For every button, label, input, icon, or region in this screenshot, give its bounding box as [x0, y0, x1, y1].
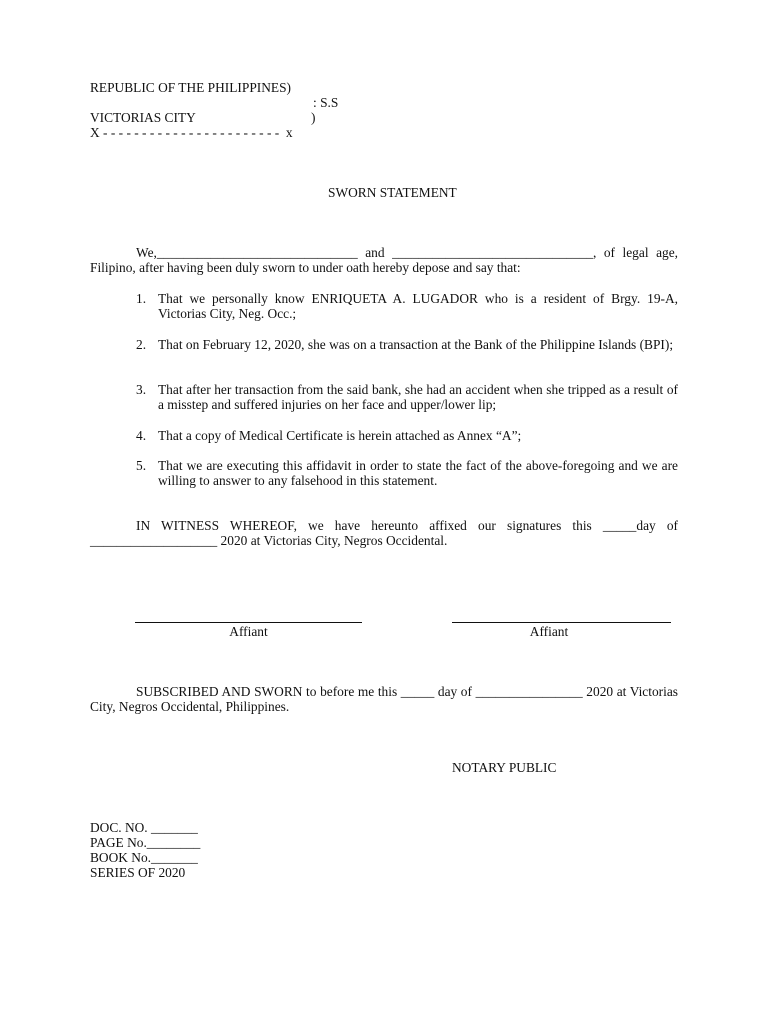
caption-ss: : S.S	[313, 95, 339, 110]
series-label: SERIES OF 2020	[90, 865, 186, 880]
doc-no: DOC. NO. _______	[90, 820, 198, 835]
item-text: That after her transaction from the said bank, she had an accident when she tripped as a result of a misstep and suffered injuries on her face and upper/lower lip;	[158, 382, 678, 412]
caption-paren: )	[311, 110, 316, 125]
list-item	[136, 382, 678, 412]
item-text: That we are executing this affidavit in order to state the fact of the above-foregoing and we are willing to answer to any falsehood in this statement.	[158, 458, 678, 488]
item-number: 2.	[136, 337, 147, 352]
list-item	[136, 458, 678, 488]
item-number: 4.	[136, 428, 147, 443]
notary-public-label: NOTARY PUBLIC	[452, 760, 557, 775]
affiant-label-right: Affiant	[529, 624, 569, 639]
item-number: 5.	[136, 458, 147, 473]
item-text: That we personally know ENRIQUETA A. LUGADOR who is a resident of Brgy. 19-A, Victorias City, Neg. Occ.;	[158, 291, 678, 321]
caption-republic: REPUBLIC OF THE PHILIPPINES)	[90, 80, 292, 95]
book-no: BOOK No._______	[90, 850, 198, 865]
signature-line-left	[135, 622, 362, 623]
item-number: 3.	[136, 382, 147, 397]
intro-paragraph: We,______________________________ and ______________________________, of legal age, Filipino, after having been duly sworn to under oath hereby depose and say that:	[90, 245, 678, 275]
list-item	[136, 337, 678, 352]
list-item	[136, 428, 678, 443]
item-number: 1.	[136, 291, 147, 306]
subscribed-paragraph: SUBSCRIBED AND SWORN to before me this _____ day of ________________ 2020 at Victorias City, Negros Occidental, Philippines.	[90, 684, 678, 714]
affiant-label-left: Affiant	[229, 624, 268, 639]
caption-city: VICTORIAS CITY	[90, 110, 196, 125]
signature-line-right	[452, 622, 671, 623]
item-text: That on February 12, 2020, she was on a transaction at the Bank of the Philippine Islands (BPI);	[158, 337, 674, 352]
page-no: PAGE No.________	[90, 835, 201, 850]
item-text: That a copy of Medical Certificate is herein attached as Annex “A”;	[158, 428, 522, 443]
document-title: SWORN STATEMENT	[328, 185, 457, 200]
witness-paragraph: IN WITNESS WHEREOF, we have hereunto affixed our signatures this _____day of ___________________ 2020 at Victorias City, Negros Occidental.	[90, 518, 678, 548]
caption-divider: X - - - - - - - - - - - - - - - - - - - - - - - x	[90, 125, 293, 140]
list-item	[136, 291, 678, 321]
